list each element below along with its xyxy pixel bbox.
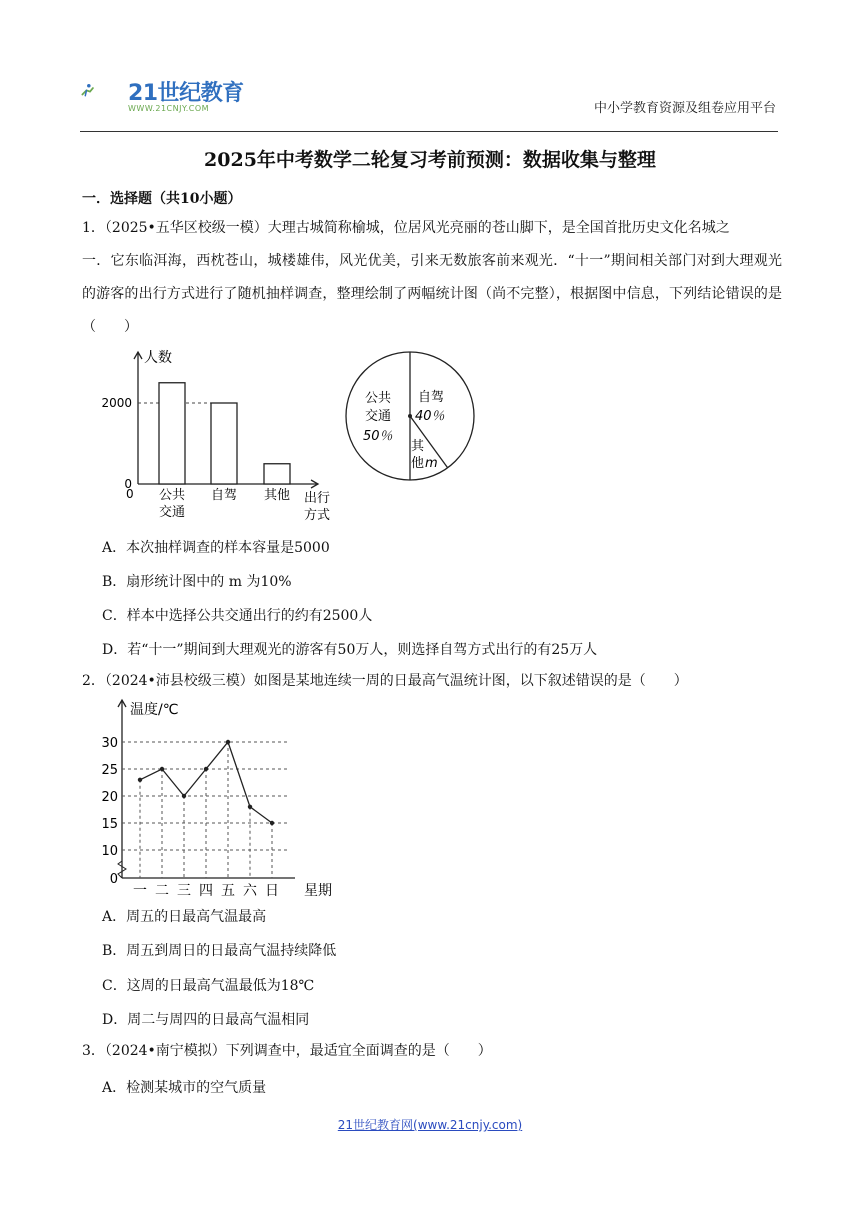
bar — [159, 383, 185, 484]
logo-runner-icon — [80, 66, 130, 116]
pie-value-other: m — [425, 456, 438, 471]
q3-option-a[interactable]: A．检测某城市的空气质量 — [102, 1080, 267, 1096]
x-tick-label: 日 — [265, 883, 279, 899]
x-axis-label: 星期 — [304, 883, 332, 899]
y-tick-label: 20 — [101, 790, 118, 805]
x-axis-label: 出行 — [304, 491, 331, 506]
logo-url: WWW.21CNJY.COM — [128, 104, 210, 113]
data-point — [248, 805, 252, 809]
question-2-text: 2．（2024•沛县校级三模）如图是某地连续一周的日最高气温统计图，以下叙述错误的是（ ） — [82, 673, 688, 689]
x-axis-label: 方式 — [304, 508, 331, 523]
logo-text: 21世纪教育 — [128, 81, 244, 106]
pie-chart — [345, 348, 485, 488]
y-axis-label: 人数 — [144, 350, 172, 366]
bar — [211, 403, 237, 484]
data-point — [270, 821, 274, 825]
data-point — [226, 740, 230, 744]
pie-label-public: 交通 — [365, 409, 392, 424]
page-title: 2025年中考数学二轮复习考前预测：数据收集与整理 — [204, 149, 656, 171]
pie-value-self: 40％ — [415, 409, 445, 424]
header-divider — [80, 131, 778, 132]
y-axis-label: 温度/℃ — [130, 702, 179, 718]
pie-label-self: 自驾 — [418, 390, 445, 405]
bar — [264, 464, 290, 484]
line-chart — [100, 696, 350, 901]
origin-label: 0 — [126, 487, 134, 501]
y-tick-label: 25 — [101, 763, 118, 778]
x-tick-label: 其他 — [263, 488, 291, 503]
x-tick-label: 公共 — [158, 488, 186, 503]
bar-chart — [100, 344, 350, 529]
q1-option-a[interactable]: A．本次抽样调查的样本容量是5000 — [102, 540, 330, 556]
y-tick-label: 15 — [101, 817, 118, 832]
data-point — [182, 794, 186, 798]
x-tick-label: 一 — [133, 883, 147, 899]
question-1-text: 一．它东临洱海，西枕苍山，城楼雄伟，风光优美，引来无数旅客前来观光．“十一”期间相关部门对到大理观光的游客的出行方式进行了随机抽样调查，整理绘制了两幅统计图（尚不完整），根据图中信息，下列结论错误的是（ ） — [82, 253, 782, 335]
section-heading: 一．选择题（共10小题） — [82, 191, 242, 207]
x-tick-label: 三 — [177, 883, 191, 899]
x-tick-label: 交通 — [158, 505, 186, 520]
x-tick-label: 五 — [221, 883, 235, 899]
q1-option-b[interactable]: B．扇形统计图中的 m 为10% — [102, 574, 292, 590]
footer-link[interactable]: 21世纪教育网(www.21cnjy.com) — [337, 1118, 523, 1132]
data-point — [138, 778, 142, 782]
q1-option-c[interactable]: C．样本中选择公共交通出行的约有2500人 — [102, 608, 373, 624]
q2-option-b[interactable]: B．周五到周日的日最高气温持续降低 — [102, 943, 337, 959]
pie-label-other: 他 — [411, 456, 425, 471]
y-tick-label: 0 — [109, 872, 118, 887]
q2-option-a[interactable]: A．周五的日最高气温最高 — [102, 909, 267, 925]
question-3-text: 3．（2024•南宁模拟）下列调查中，最适宜全面调查的是（ ） — [82, 1043, 492, 1059]
x-tick-label: 二 — [155, 883, 169, 899]
pie-label-other: 其 — [411, 439, 425, 454]
question-1-line1: 1．（2025•五华区校级一模）大理古城简称榆城，位居风光亮丽的苍山脚下，是全国首批历史文化名城之 — [82, 220, 730, 236]
y-tick-label: 30 — [101, 736, 118, 751]
x-tick-label: 六 — [243, 883, 257, 899]
q2-option-d[interactable]: D．周二与周四的日最高气温相同 — [102, 1012, 310, 1028]
pie-center — [408, 414, 412, 418]
y-tick-label: 2000 — [101, 396, 132, 410]
x-tick-label: 自驾 — [210, 488, 238, 503]
y-tick-label: 0 — [124, 477, 132, 491]
data-point — [204, 767, 208, 771]
y-tick-label: 10 — [101, 844, 118, 859]
q1-option-d[interactable]: D．若“十一”期间到大理观光的游客有50万人，则选择自驾方式出行的有25万人 — [102, 642, 598, 658]
data-point — [160, 767, 164, 771]
platform-name: 中小学教育资源及组卷应用平台 — [593, 101, 776, 116]
pie-value-public: 50％ — [363, 429, 393, 444]
pie-label-public: 公共 — [365, 391, 392, 406]
q2-option-c[interactable]: C．这周的日最高气温最低为18℃ — [102, 978, 315, 994]
x-tick-label: 四 — [199, 883, 213, 899]
